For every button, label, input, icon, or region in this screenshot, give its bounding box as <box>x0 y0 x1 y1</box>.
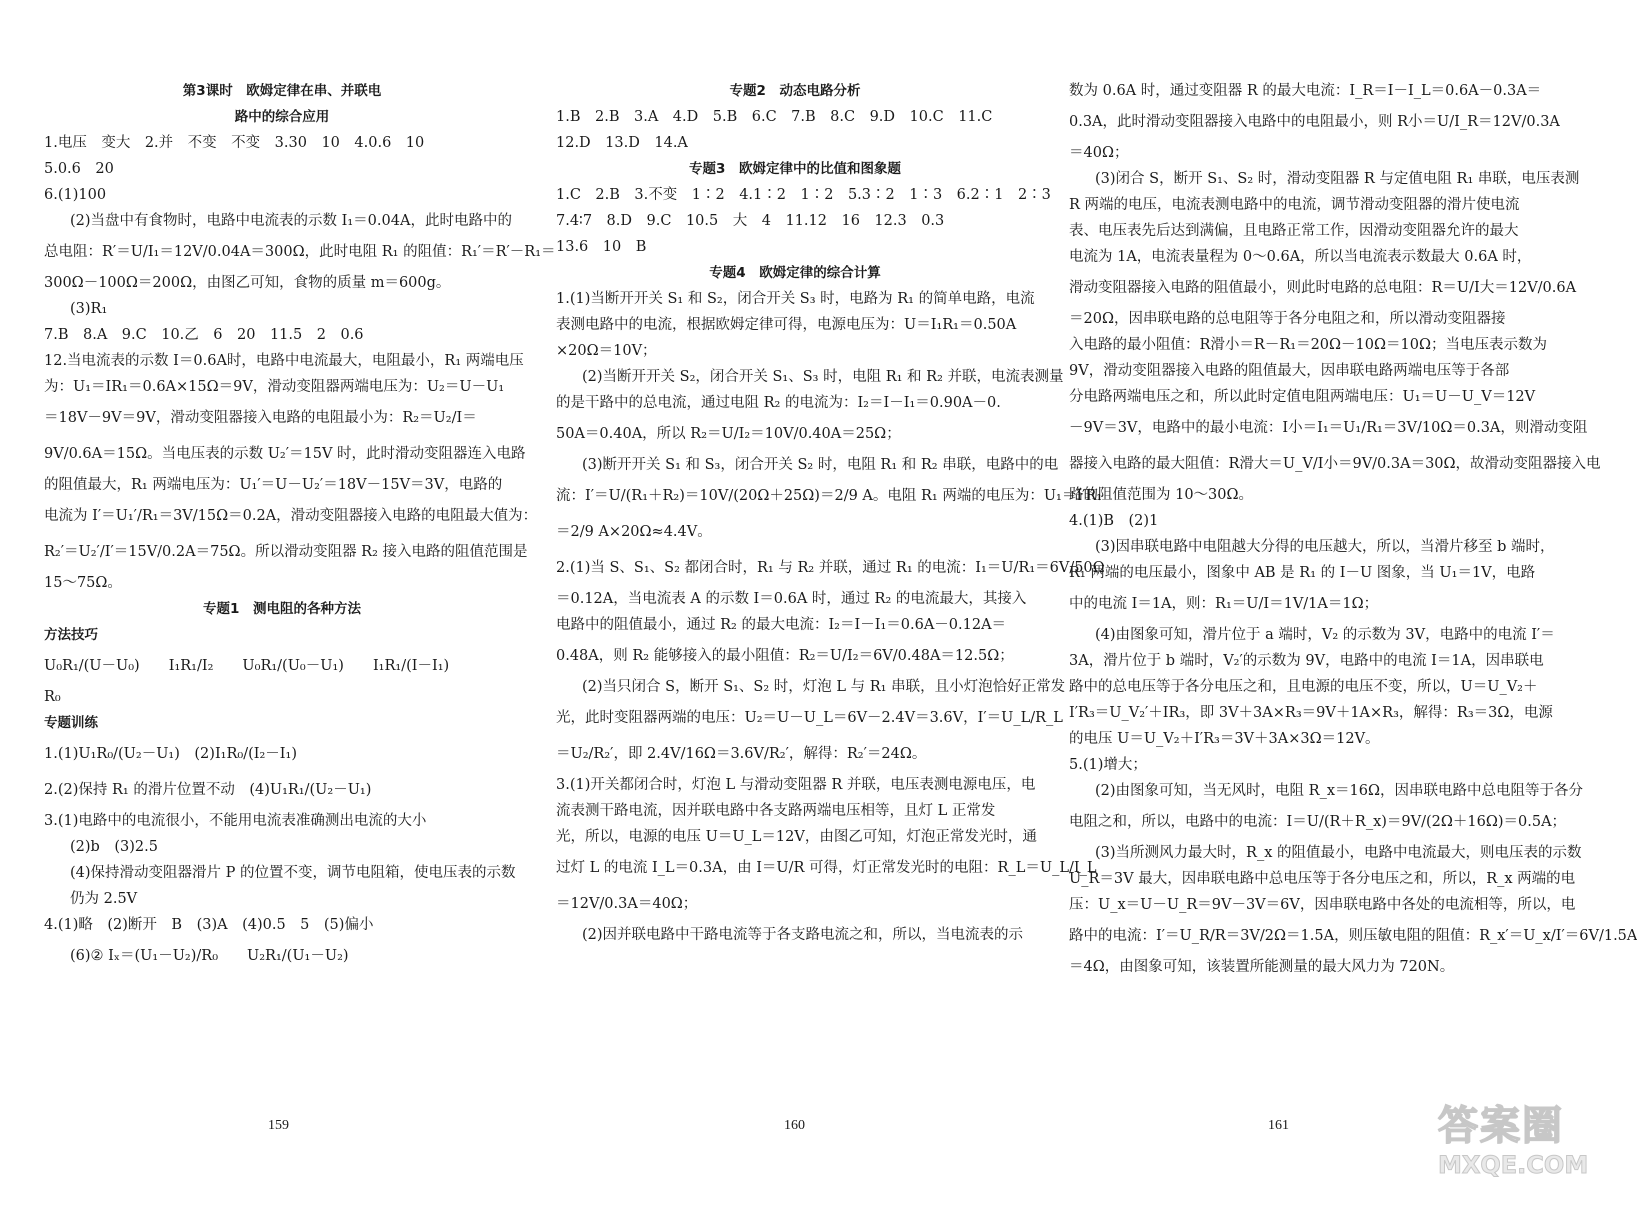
text-line: 2.(1)当 S、S₁、S₂ 都闭合时，R₁ 与 R₂ 并联，通过 R₁ 的电流：I₁＝U/R₁＝6V/50Ω <box>556 560 1105 576</box>
text-line: 9V，滑动变阻器接入电路的阻值最大，因串联电路两端电压等于各部 <box>1069 363 1510 379</box>
text-line: (6)② Iₓ＝(U₁－U₂)/R₀ U₂R₁/(U₁－U₂) <box>70 948 349 964</box>
text-line: 流：I′＝U/(R₁＋R₂)＝10V/(20Ω＋25Ω)＝2/9 A。电阻 R₁ 两端的电压为：U₁＝I′R₁ <box>556 488 1103 504</box>
text-line: 路的阻值范围为 10～30Ω。 <box>1069 487 1254 503</box>
text-line: ＝20Ω，因串联电路的总电阻等于各分电阻之和，所以滑动变阻器接 <box>1069 311 1506 327</box>
text-line: 总电阻：R′＝U/I₁＝12V/0.04A＝300Ω，此时电阻 R₁ 的阻值：R₁′＝R′－R₁＝ <box>44 244 556 260</box>
text-line: (2)当只闭合 S，断开 S₁、S₂ 时，灯泡 L 与 R₁ 串联，且小灯泡恰好正常发 <box>582 679 1066 695</box>
text-line: 中的电流 I＝1A，则：R₁＝U/I＝1V/1A＝1Ω； <box>1069 596 1379 612</box>
text-line: 表测电路中的电流，根据欧姆定律可得，电源电压为：U＝I₁R₁＝0.50A <box>556 317 1017 333</box>
text-line: 4.(1)B (2)1 <box>1069 513 1159 529</box>
text-line: 5.0.6 20 <box>44 161 114 177</box>
text-line: －9V＝3V，电路中的最小电流：I小＝I₁＝U₁/R₁＝3V/10Ω＝0.3A，则滑动变阻 <box>1069 420 1588 436</box>
watermark-logo <box>1438 1094 1588 1204</box>
watermark-bottom-text: MXQE.COM <box>1438 1151 1589 1179</box>
subsection-heading: 方法技巧 <box>44 627 98 643</box>
text-line: ＝4Ω，由图象可知，该装置所能测量的最大风力为 720N。 <box>1069 959 1455 975</box>
text-line: 1.B 2.B 3.A 4.D 5.B 6.C 7.B 8.C 9.D 10.C 11.C <box>556 109 993 125</box>
text-line: ＝18V－9V＝9V，滑动变阻器接入电路的电阻最小为：R₂＝U₂/I＝ <box>44 410 477 426</box>
text-line: 分电路两端电压之和，所以此时定值电阻两端电压：U₁＝U－U_V＝12V <box>1069 389 1536 405</box>
text-line: R₁ 两端的电压最小，图象中 AB 是 R₁ 的 I－U 图象，当 U₁＝1V，电路 <box>1069 565 1536 581</box>
text-line: 3A，滑片位于 b 端时，V₂′的示数为 9V，电路中的电流 I＝1A，因串联电 <box>1069 653 1544 669</box>
text-line: 1.C 2.B 3.不变 1∶2 4.1∶2 1∶2 5.3∶2 1∶3 6.2∶1 2∶3 <box>556 187 1051 203</box>
page-number-159: 159 <box>268 1118 289 1133</box>
text-line: 器接入电路的最大阻值：R滑大＝U_V/I小＝9V/0.3A＝30Ω，故滑动变阻器接入电 <box>1069 456 1601 472</box>
text-line: 路中的电流：I′＝U_R/R＝3V/2Ω＝1.5A，则压敏电阻的阻值：R_x′＝U_x/I′＝6V/1.5A <box>1069 928 1637 944</box>
text-line: 3.(1)电路中的电流很小，不能用电流表准确测出电流的大小 <box>44 813 427 829</box>
text-line: (2)当盘中有食物时，电路中电流表的示数 I₁＝0.04A，此时电路中的 <box>70 213 512 229</box>
text-line: 7.B 8.A 9.C 10.乙 6 20 11.5 2 0.6 <box>44 327 364 343</box>
text-line: 13.6 10 B <box>556 239 647 255</box>
text-line: 电流为 I′＝U₁′/R₁＝3V/15Ω＝0.2A，滑动变阻器接入电路的电阻最大值为： <box>44 508 538 524</box>
section-title: 专题3 欧姆定律中的比值和图象题 <box>689 161 901 177</box>
text-line: 的电压 U＝U_V₂＋I′R₃＝3V＋3A×3Ω＝12V。 <box>1069 731 1380 747</box>
text-line: ×20Ω＝10V； <box>556 343 657 359</box>
text-line: 的阻值最大，R₁ 两端电压为：U₁′＝U－U₂′＝18V－15V＝3V，电路的 <box>44 477 503 493</box>
text-line: 15～75Ω。 <box>44 575 122 591</box>
text-line: ＝2/9 A×20Ω≈4.4V。 <box>556 524 712 540</box>
text-line: R 两端的电压，电流表测电路中的电流，调节滑动变阻器的滑片使电流 <box>1069 197 1520 213</box>
text-line: ＝40Ω； <box>1069 145 1129 161</box>
text-line: (3)当所测风力最大时，R_x 的阻值最小，电路中电流最大，则电压表的示数 <box>1095 845 1582 861</box>
page-number-160: 160 <box>784 1118 805 1133</box>
text-line: (3)R₁ <box>70 301 108 317</box>
text-line: (3)断开开关 S₁ 和 S₃，闭合开关 S₂ 时，电阻 R₁ 和 R₂ 串联，电路中的电 <box>582 457 1059 473</box>
column-left <box>44 78 556 974</box>
section-title: 路中的综合应用 <box>234 109 330 125</box>
text-line: (3)闭合 S，断开 S₁、S₂ 时，滑动变阻器 R 与定值电阻 R₁ 串联，电压表测 <box>1095 171 1580 187</box>
text-line: 12.D 13.D 14.A <box>556 135 688 151</box>
text-line: 数为 0.6A 时，通过变阻器 R 的最大电流：I_R＝I－I_L＝0.6A－0.3A＝ <box>1069 83 1542 99</box>
text-line: (4)由图象可知，滑片位于 a 端时，V₂ 的示数为 3V，电路中的电流 I′＝ <box>1095 627 1555 643</box>
text-line: 5.(1)增大； <box>1069 757 1147 773</box>
text-line: (2)由图象可知，当无风时，电阻 R_x＝16Ω，因串联电路中总电阻等于各分 <box>1095 783 1583 799</box>
text-line: 4.(1)略 (2)断开 B (3)A (4)0.5 5 (5)偏小 <box>44 917 374 933</box>
text-line: 1.电压 变大 2.并 不变 不变 3.30 10 4.0.6 10 <box>44 135 425 151</box>
text-line: (2)b (3)2.5 <box>70 839 158 855</box>
text-line: (3)因串联电路中电阻越大分得的电压越大，所以，当滑片移至 b 端时， <box>1095 539 1555 555</box>
subsection-heading: 专题训练 <box>44 715 98 731</box>
section-title: 专题1 测电阻的各种方法 <box>203 601 361 617</box>
text-line: I′R₃＝U_V₂′＋IR₃，即 3V＋3A×R₃＝9V＋1A×R₃，解得：R₃＝3Ω，电源 <box>1069 705 1553 721</box>
text-line: 过灯 L 的电流 I_L＝0.3A，由 I＝U/R 可得，灯正常发光时的电阻：R_L＝U_L/I_L <box>556 860 1097 876</box>
text-line: 0.3A，此时滑动变阻器接入电路中的电阻最小，则 R小＝U/I_R＝12V/0.3A <box>1069 114 1560 130</box>
text-line: 入电路的最小阻值：R滑小＝R－R₁＝20Ω－10Ω＝10Ω；当电压表示数为 <box>1069 337 1547 353</box>
text-line: 0.48A，则 R₂ 能够接入的最小阻值：R₂＝U/I₂＝6V/0.48A＝12.5Ω； <box>556 648 1014 664</box>
text-line: 的是干路中的总电流，通过电阻 R₂ 的电流为：I₂＝I－I₁＝0.90A－0. <box>556 395 1001 411</box>
text-line: (2)因并联电路中干路电流等于各支路电流之和，所以，当电流表的示 <box>582 927 1024 943</box>
section-title: 第3课时 欧姆定律在串、并联电 <box>182 83 382 99</box>
column-middle <box>556 78 1105 948</box>
text-line: 流表测干路电流，因并联电路中各支路两端电压相等，且灯 L 正常发 <box>556 803 996 819</box>
text-line: 为：U₁＝IR₁＝0.6A×15Ω＝9V，滑动变阻器两端电压为：U₂＝U－U₁ <box>44 379 505 395</box>
section-title: 专题2 动态电路分析 <box>729 83 861 99</box>
text-line: 电流为 1A，电流表量程为 0～0.6A，所以当电流表示数最大 0.6A 时， <box>1069 249 1532 265</box>
text-line: 1.(1)当断开开关 S₁ 和 S₂，闭合开关 S₃ 时，电路为 R₁ 的简单电路，电流 <box>556 291 1035 307</box>
text-line: 2.(2)保持 R₁ 的滑片位置不动 (4)U₁R₁/(U₂－U₁) <box>44 782 372 798</box>
text-line: U₀R₁/(U－U₀) I₁R₁/I₂ U₀R₁/(U₀－U₁) I₁R₁/(I－I₁) <box>44 658 450 674</box>
text-line: 7.4∶7 8.D 9.C 10.5 大 4 11.12 16 12.3 0.3 <box>556 213 945 229</box>
text-line: 滑动变阻器接入电路的阻值最小，则此时电路的总电阻：R＝U/I大＝12V/0.6A <box>1069 280 1577 296</box>
text-line: 电路中的阻值最小，通过 R₂ 的最大电流：I₂＝I－I₁＝0.6A－0.12A＝ <box>556 617 1007 633</box>
text-line: ＝12V/0.3A＝40Ω； <box>556 896 698 912</box>
text-line: ＝0.12A，当电流表 A 的示数 I＝0.6A 时，通过 R₂ 的电流最大，其接入 <box>556 591 1027 607</box>
column-right <box>1069 78 1637 980</box>
text-line: 300Ω－100Ω＝200Ω，由图乙可知，食物的质量 m＝600g。 <box>44 275 451 291</box>
watermark-top-text: 答案圈 <box>1438 1103 1564 1149</box>
page-number-161: 161 <box>1268 1118 1289 1133</box>
text-line: 50A＝0.40A，所以 R₂＝U/I₂＝10V/0.40A＝25Ω； <box>556 426 901 442</box>
text-line: (4)保持滑动变阻器滑片 P 的位置不变，调节电阻箱，使电压表的示数 <box>70 865 516 881</box>
text-line: 6.(1)100 <box>44 187 107 203</box>
text-line: 1.(1)U₁R₀/(U₂－U₁) (2)I₁R₀/(I₂－I₁) <box>44 746 297 762</box>
text-line: 路中的总电压等于各分电压之和，且电源的电压不变，所以，U＝U_V₂＋ <box>1069 679 1538 695</box>
text-line: R₀ <box>44 689 61 705</box>
section-title: 专题4 欧姆定律的综合计算 <box>709 265 881 281</box>
text-line: 压：U_x＝U－U_R＝9V－3V＝6V，因串联电路中各处的电流相等，所以，电 <box>1069 897 1576 913</box>
text-line: 12.当电流表的示数 I＝0.6A时，电路中电流最大，电阻最小，R₁ 两端电压 <box>44 353 524 369</box>
text-line: 9V/0.6A＝15Ω。当电压表的示数 U₂′＝15V 时，此时滑动变阻器连入电路 <box>44 446 526 462</box>
text-line: U_R＝3V 最大，因串联电路中总电压等于各分电压之和，所以，R_x 两端的电 <box>1069 871 1576 887</box>
text-line: 电阻之和，所以，电路中的电流：I＝U/(R＋R_x)＝9V/(2Ω＋16Ω)＝0.5A； <box>1069 814 1567 830</box>
text-line: 光，此时变阻器两端的电压：U₂＝U－U_L＝6V－2.4V＝3.6V，I′＝U_L/R_L <box>556 710 1063 726</box>
text-line: 光，所以，电源的电压 U＝U_L＝12V，由图乙可知，灯泡正常发光时，通 <box>556 829 1037 845</box>
text-line: 表、电压表先后达到满偏，且电路正常工作，因滑动变阻器允许的最大 <box>1069 223 1519 239</box>
text-line: ＝U₂/R₂′，即 2.4V/16Ω＝3.6V/R₂′，解得：R₂′＝24Ω。 <box>556 746 927 762</box>
text-line: (2)当断开开关 S₂，闭合开关 S₁、S₃ 时，电阻 R₁ 和 R₂ 并联，电流表测量 <box>582 369 1064 385</box>
text-line: 3.(1)开关都闭合时，灯泡 L 与滑动变阻器 R 并联，电压表测电源电压，电 <box>556 777 1036 793</box>
text-line: R₂′＝U₂′/I′＝15V/0.2A＝75Ω。所以滑动变阻器 R₂ 接入电路的阻值范围是 <box>44 544 528 560</box>
text-line: 仍为 2.5V <box>70 891 138 907</box>
